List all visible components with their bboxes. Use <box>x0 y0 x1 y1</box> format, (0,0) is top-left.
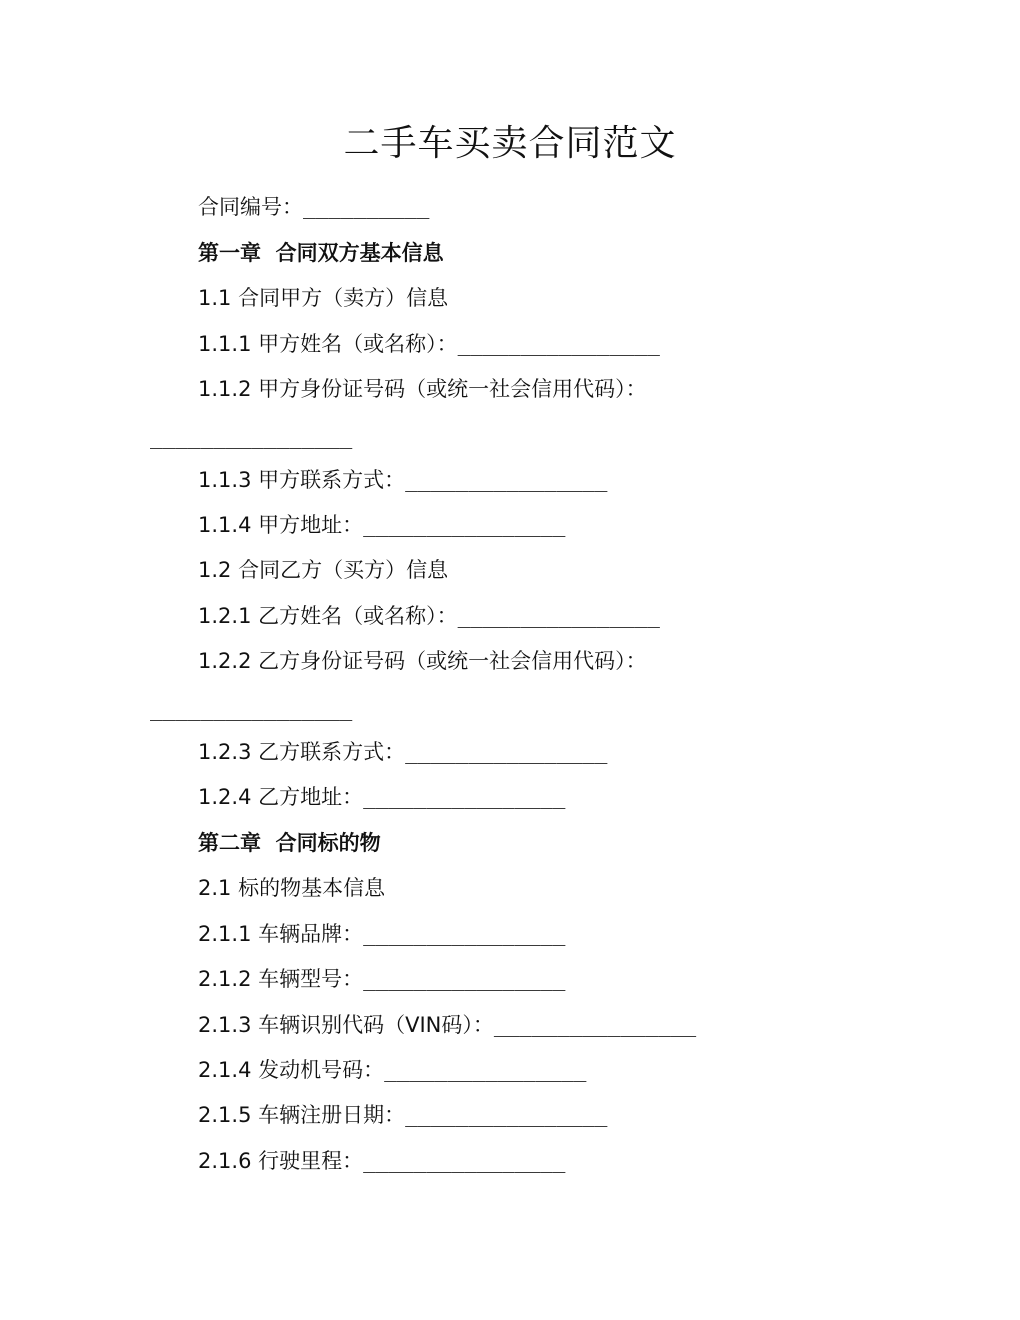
contract-number-line <box>198 192 429 222</box>
fill-blank: ________________ <box>405 1103 608 1127</box>
fill-blank: ________________ <box>363 513 566 537</box>
vehicle-brand-line <box>198 919 565 949</box>
mileage-line <box>198 1146 565 1176</box>
party-a-id-blank-line <box>150 422 352 452</box>
line-label: 2.1 标的物基本信息 <box>198 876 386 900</box>
chapter-1-heading <box>198 238 444 268</box>
line-label: 2.1.5 车辆注册日期： <box>198 1103 406 1127</box>
line-label: 1.1.1 甲方姓名（或名称）： <box>198 332 458 356</box>
registration-date-line <box>198 1100 607 1130</box>
line-label: 1.2.2 乙方身份证号码（或统一社会信用代码）： <box>198 649 647 673</box>
party-b-id-blank-line <box>150 694 352 724</box>
line-label: 2.1.4 发动机号码： <box>198 1058 385 1082</box>
line-label: 2.1.2 车辆型号： <box>198 967 364 991</box>
line-label: 合同编号： <box>198 195 303 219</box>
fill-blank: ________________ <box>363 785 566 809</box>
line-label: 1.2.4 乙方地址： <box>198 785 364 809</box>
section-2-1-heading <box>198 873 385 903</box>
line-label: 1.2 合同乙方（买方）信息 <box>198 558 449 582</box>
party-a-name-line <box>198 329 660 359</box>
fill-blank: __________ <box>303 195 430 219</box>
fill-blank: ________________ <box>457 332 660 356</box>
line-label: 1.2.1 乙方姓名（或名称）： <box>198 604 458 628</box>
fill-blank: ________________ <box>150 425 353 449</box>
party-b-contact-line <box>198 737 607 767</box>
line-label: 第一章 合同双方基本信息 <box>198 241 444 265</box>
vehicle-vin-line <box>198 1010 696 1040</box>
section-1-2-heading <box>198 555 448 585</box>
party-b-name-line <box>198 601 660 631</box>
fill-blank: ________________ <box>493 1013 697 1037</box>
fill-blank: ________________ <box>384 1058 587 1082</box>
party-a-contact-line <box>198 465 607 495</box>
line-label: 1.1.2 甲方身份证号码（或统一社会信用代码）： <box>198 377 647 401</box>
line-label: 1.1.4 甲方地址： <box>198 513 364 537</box>
fill-blank: ________________ <box>405 740 608 764</box>
party-a-id-line <box>198 374 647 404</box>
line-label: 2.1.3 车辆识别代码（VIN码）： <box>198 1013 494 1037</box>
document-title: 二手车买卖合同范文 <box>343 123 677 164</box>
line-label: 第二章 合同标的物 <box>198 831 381 855</box>
fill-blank: ________________ <box>363 1149 566 1173</box>
party-a-address-line <box>198 510 565 540</box>
line-label: 2.1.6 行驶里程： <box>198 1149 364 1173</box>
party-b-id-line <box>198 646 647 676</box>
fill-blank: ________________ <box>457 604 660 628</box>
chapter-2-heading <box>198 828 381 858</box>
line-label: 2.1.1 车辆品牌： <box>198 922 364 946</box>
line-label: 1.1 合同甲方（卖方）信息 <box>198 286 449 310</box>
party-b-address-line <box>198 782 565 812</box>
fill-blank: ________________ <box>150 697 353 721</box>
fill-blank: ________________ <box>405 468 608 492</box>
vehicle-model-line <box>198 964 565 994</box>
line-label: 1.1.3 甲方联系方式： <box>198 468 406 492</box>
section-1-1-heading <box>198 283 448 313</box>
fill-blank: ________________ <box>363 967 566 991</box>
line-label: 1.2.3 乙方联系方式： <box>198 740 406 764</box>
engine-number-line <box>198 1055 586 1085</box>
fill-blank: ________________ <box>363 922 566 946</box>
